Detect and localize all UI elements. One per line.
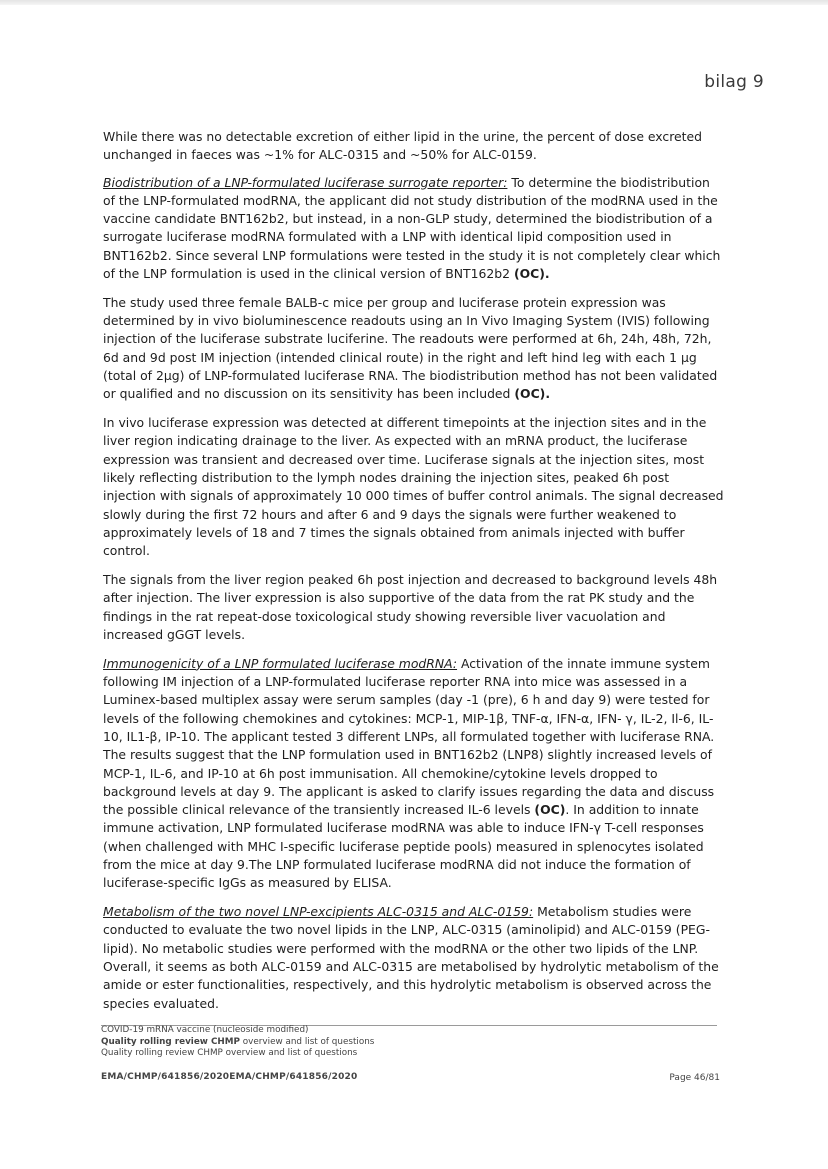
paragraph-text: . In addition to innate immune activation, LNP formulated luciferase modRNA was able to induce IFN-γ T-cell responses (when challenged with MHC I-specific luciferase peptide pools) measured in splenocytes isolated from the mice at day 9.The LNP formulated luciferase modRNA did not induce the formation of luciferase-specific IgGs as measured by ELISA. (103, 802, 704, 891)
section-heading-metabolism: Metabolism of the two novel LNP-excipients ALC-0315 and ALC-0159: (103, 904, 534, 920)
footer-review-line (101, 1037, 374, 1049)
oc-marker: (OC) (534, 802, 566, 818)
section-heading-immunogenicity: Immunogenicity of a LNP formulated luciferase modRNA: (103, 655, 458, 671)
document-body (103, 128, 725, 1023)
paragraph-text: To determine the biodistribution of the LNP-formulated modRNA, the applicant did not study distribution of the modRNA used in the vaccine candidate BNT162b2, but instead, in a non-GLP study, determined the biodistribution of a surrogate luciferase modRNA formulated with a LNP with identical lipid composition used in BNT162b2. Since several LNP formulations were tested in the study it is not completely clear which of the LNP formulation is used in the clinical version of BNT162b2 (103, 174, 721, 282)
page-number: Page 46/81 (669, 1073, 720, 1083)
paragraph-text: The study used three female BALB-c mice per group and luciferase protein expression was determined by in vivo bioluminescence readouts using an In Vivo Imaging System (IVIS) following injection of the luciferase substrate luciferine. The readouts were performed at 6h, 24h, 48h, 72h, 6d and 9d post IM injection (intended clinical route) in the right and left hind leg with each 1 µg (total of 2µg) of LNP-formulated luciferase RNA. The biodistribution method has not been validated or qualified and no discussion on its sensitivity has been included (103, 294, 718, 402)
footer-review-line-2: Quality rolling review CHMP overview and list of questions (101, 1048, 358, 1059)
footer-review-bold: Quality rolling review CHMP (101, 1036, 240, 1047)
paragraph-metabolism (103, 903, 725, 1013)
paragraph-study-design (103, 294, 725, 404)
footer-product: COVID-19 mRNA vaccine (nucleoside modified) (101, 1025, 309, 1035)
paragraph-liver-signals: The signals from the liver region peaked 6h post injection and decreased to background levels 48h after injection. The liver expression is also supportive of the data from the rat PK study and the findings in the rat repeat-dose toxicological study showing reversible liver vacuolation and increased gGGT levels. (103, 572, 718, 642)
footer-review-rest: overview and list of questions (240, 1036, 375, 1047)
oc-marker: (OC). (513, 266, 550, 282)
document-reference: EMA/CHMP/641856/2020EMA/CHMP/641856/2020 (101, 1072, 358, 1082)
footer (101, 1025, 374, 1060)
paragraph-biodistribution (103, 174, 725, 284)
oc-marker: (OC). (514, 386, 551, 402)
paragraph-luciferase-expression: In vivo luciferase expression was detected at different timepoints at the injection sites and in the liver region indicating drainage to the liver. As expected with an mRNA product, the luciferase expression was transient and decreased over time. Luciferase signals at the injection sites, most likely reflecting distribution to the lymph nodes draining the injection sites, peaked 6h post injection with signals of approximately 10 000 times of buffer control animals. The signal decreased slowly during the first 72 hours and after 6 and 9 days the signals were further weakened to approximately levels of 18 and 7 times the signals obtained from animals injected with buffer control. (103, 415, 724, 559)
scan-top-edge (0, 0, 828, 5)
bilag-label: bilag 9 (704, 72, 764, 92)
paragraph-excretion: While there was no detectable excretion of either lipid in the urine, the percent of dose excreted unchanged in faeces was ~1% for ALC-0315 and ~50% for ALC-0159. (103, 129, 703, 163)
section-heading-biodistribution: Biodistribution of a LNP-formulated luciferase surrogate reporter: (103, 174, 508, 190)
paragraph-text: Activation of the innate immune system following IM injection of a LNP-formulated luciferase reporter RNA into mice was assessed in a Luminex-based multiplex assay were serum samples (day -1 (pre), 6 h and day 9) were tested for levels of the following chemokines and cytokines: MCP-1, MIP-1β, TNF-α, IFN-α, IFN- γ, IL-2, Il-6, IL-10, IL1-β, IP-10. The applicant tested 3 different LNPs, all formulated together with luciferase RNA. The results suggest that the LNP formulation used in BNT162b2 (LNP8) slightly increased levels of MCP-1, IL-6, and IP-10 at 6h post immunisation. All chemokine/cytokine levels dropped to background levels at day 9. The applicant is asked to clarify issues regarding the data and discuss the possible clinical relevance of the transiently increased IL-6 levels (103, 655, 715, 818)
paragraph-text: Metabolism studies were conducted to evaluate the two novel lipids in the LNP, ALC-0315 (aminolipid) and ALC-0159 (PEG-lipid). No metabolic studies were performed with the modRNA or the other two lipids of the LNP. Overall, it seems as both ALC-0159 and ALC-0315 are metabolised by hydrolytic metabolism of the amide or ester functionalities, respectively, and this hydrolytic metabolism is observed across the species evaluated. (103, 904, 719, 1011)
paragraph-immunogenicity (103, 655, 725, 893)
